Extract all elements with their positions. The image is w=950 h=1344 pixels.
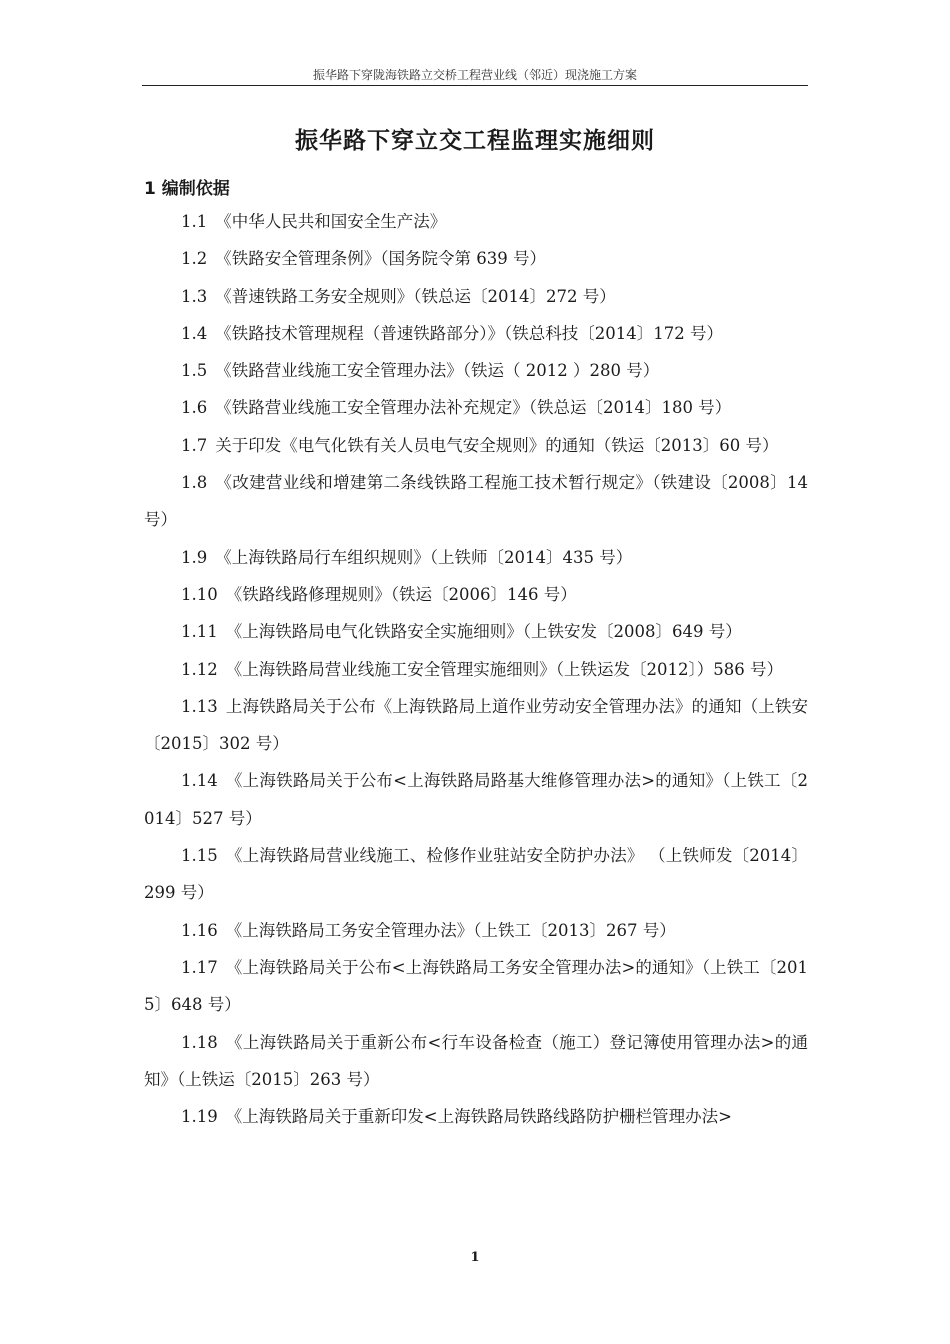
header-divider	[142, 85, 808, 86]
reference-number: 1.4	[181, 323, 208, 343]
reference-item	[144, 837, 808, 912]
reference-text: 《铁路营业线施工安全管理办法》（铁运（ 2012 ）280 号）	[215, 361, 660, 381]
reference-item	[144, 576, 808, 613]
reference-text: 《上海铁路局电气化铁路安全实施细则》（上铁安发〔2008〕649 号）	[225, 622, 742, 642]
reference-item	[144, 912, 808, 949]
reference-number: 1.17	[181, 957, 218, 977]
reference-text: 《铁路安全管理条例》（国务院令第 639 号）	[215, 249, 546, 269]
reference-item	[144, 203, 808, 240]
reference-number: 1.2	[181, 249, 208, 269]
reference-item	[144, 762, 808, 837]
reference-number: 1.12	[181, 659, 218, 679]
reference-item	[144, 389, 808, 426]
reference-number: 1.13	[181, 696, 218, 716]
reference-text: 《上海铁路局行车组织规则》（上铁师〔2014〕435 号）	[215, 547, 633, 567]
reference-item	[144, 539, 808, 576]
reference-list	[144, 203, 808, 1135]
reference-text: 《上海铁路局营业线施工、检修作业驻站安全防护办法》 （上铁师发〔2014〕299 号）	[144, 846, 808, 903]
reference-text: 上海铁路局关于公布《上海铁路局上道作业劳动安全管理办法》的通知（上铁安〔2015〕302 号）	[144, 696, 808, 754]
reference-item	[144, 427, 808, 464]
reference-text: 《普速铁路工务安全规则》（铁总运〔2014〕272 号）	[215, 286, 616, 306]
reference-item	[144, 240, 808, 277]
reference-text: 《上海铁路局工务安全管理办法》（上铁工〔2013〕267 号）	[225, 920, 676, 940]
reference-number: 1.5	[181, 361, 208, 381]
reference-text: 《上海铁路局营业线施工安全管理实施细则》（上铁运发〔2012〕）586 号）	[225, 659, 783, 679]
reference-text: 《改建营业线和增建第二条线铁路工程施工技术暂行规定》（铁建设〔2008〕14 号）	[144, 473, 808, 530]
reference-item	[144, 315, 808, 352]
document-title: 振华路下穿立交工程监理实施细则	[295, 128, 655, 154]
reference-text: 《中华人民共和国安全生产法》	[215, 212, 447, 231]
reference-number: 1.19	[181, 1107, 218, 1127]
reference-item	[144, 278, 808, 315]
page-number: 1	[470, 1250, 480, 1265]
reference-number: 1.10	[181, 584, 218, 604]
reference-number: 1.3	[181, 286, 208, 306]
reference-item	[144, 1098, 808, 1135]
reference-item	[144, 464, 808, 539]
reference-text: 关于印发《电气化铁有关人员电气安全规则》的通知（铁运〔2013〕60 号）	[215, 435, 779, 455]
reference-item	[144, 688, 808, 763]
reference-item	[144, 651, 808, 688]
reference-number: 1.11	[181, 622, 218, 642]
reference-item	[144, 949, 808, 1024]
reference-text: 《上海铁路局关于重新印发<上海铁路局铁路线路防护栅栏管理办法>	[225, 1107, 732, 1127]
reference-text: 《铁路技术管理规程（普速铁路部分）》（铁总科技〔2014〕172 号）	[215, 323, 723, 343]
reference-number: 1.7	[181, 435, 208, 455]
reference-number: 1.14	[181, 771, 218, 791]
reference-item	[144, 613, 808, 650]
reference-number: 1.16	[181, 920, 218, 940]
reference-number: 1.1	[181, 212, 208, 231]
reference-number: 1.8	[181, 473, 208, 493]
reference-text: 《上海铁路局关于公布<上海铁路局路基大维修管理办法>的通知》（上铁工〔2014〕527 号）	[144, 771, 808, 828]
reference-item	[144, 1024, 808, 1099]
reference-text: 《上海铁路局关于公布<上海铁路局工务安全管理办法>的通知》（上铁工〔2015〕648 号）	[144, 957, 808, 1015]
reference-number: 1.6	[181, 398, 208, 418]
section-heading: 1 编制依据	[144, 179, 230, 199]
reference-item	[144, 352, 808, 389]
reference-text: 《铁路营业线施工安全管理办法补充规定》（铁总运〔2014〕180 号）	[215, 398, 732, 418]
reference-text: 《铁路线路修理规则》（铁运〔2006〕146 号）	[225, 584, 577, 604]
reference-number: 1.15	[181, 846, 218, 866]
reference-number: 1.18	[181, 1032, 218, 1052]
reference-number: 1.9	[181, 547, 208, 567]
running-header: 振华路下穿陇海铁路立交桥工程营业线（邻近）现浇施工方案	[312, 68, 637, 82]
reference-text: 《上海铁路局关于重新公布<行车设备检查（施工）登记簿使用管理办法>的通知》（上铁运〔2015〕263 号）	[144, 1032, 808, 1089]
